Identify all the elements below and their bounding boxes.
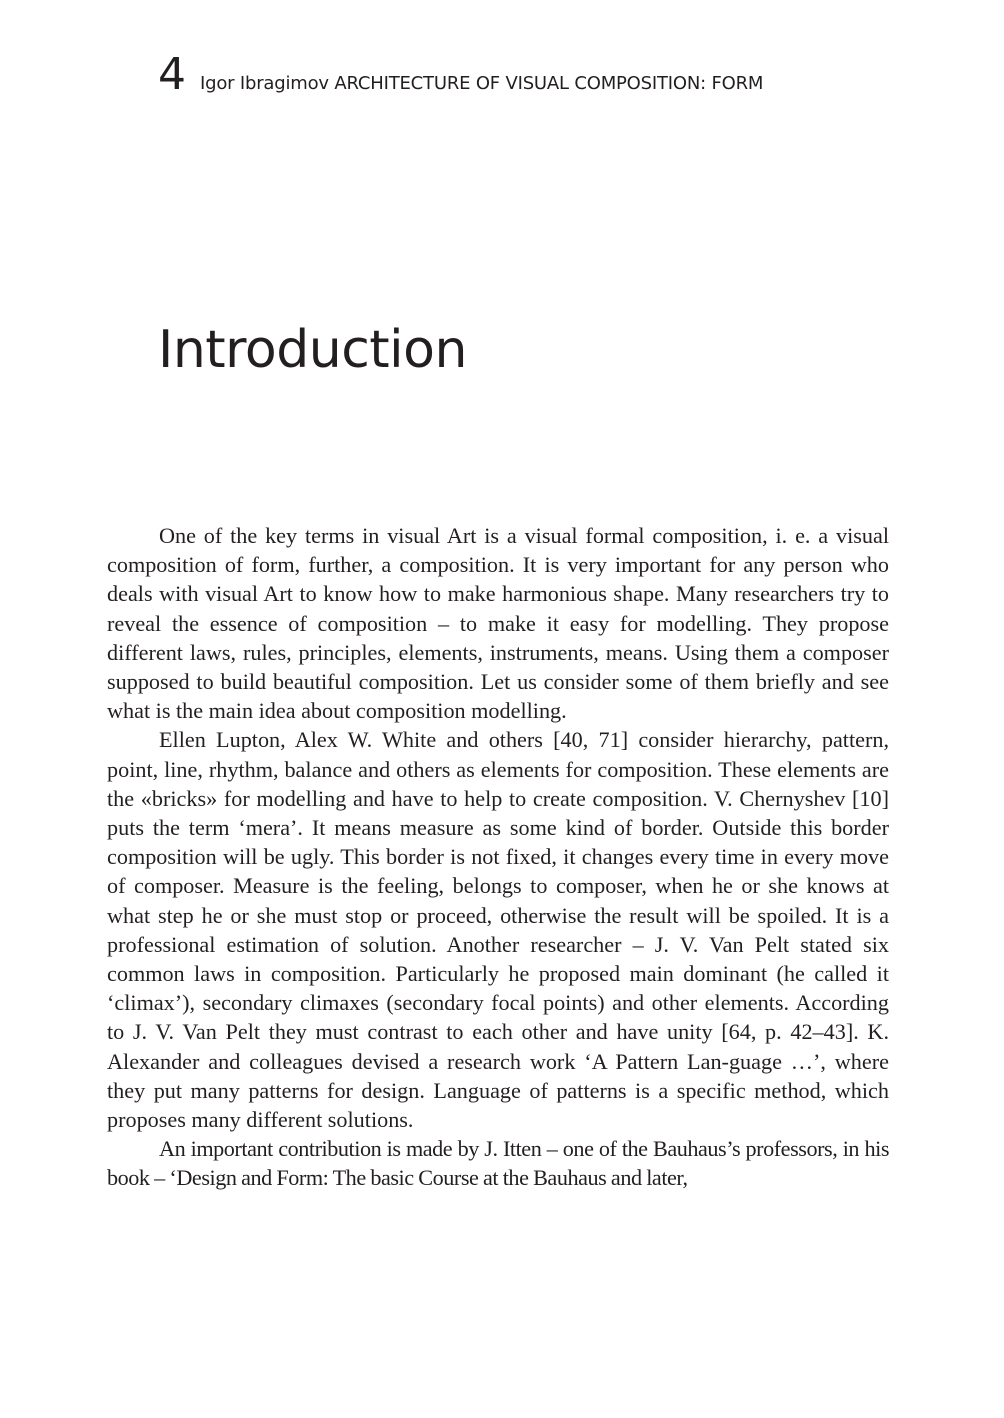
page-number: 4 (158, 49, 186, 100)
paragraph-2: Ellen Lupton, Alex W. White and others [40, 71] consider hierarchy, pattern, point, line, rhythm, balance and others as elements for composition. These elements are the «bricks» for modelling and have to help to create composition. V. Chernyshev [10] puts the term ‘mera’. It means measure as some kind of border. Outside this border composition will be ugly. This border is not fixed, it changes every time in every move of composer. Measure is the feeling, belongs to composer, when he or she knows at what step he or she must stop or proceed, otherwise the result will be spoiled. It is a professional estimation of solution. Another researcher – J. V. Van Pelt stated six common laws in composition. Particularly he proposed main dominant (he called it ‘climax’), secondary climaxes (secondary focal points) and other elements. According to J. V. Van Pelt they must contrast to each other and have unity [64, p. 42–43]. K. Alexander and colleagues devised a research work ‘A Pattern Lan-guage …’, where they put many patterns for design. Language of patterns is a specific method, which proposes many different solutions. (107, 727, 889, 1133)
paragraph-1: One of the key terms in visual Art is a visual formal composition, i. e. a visual composition of form, further, a composition. It is very important for any person who deals with visual Art to know how to make harmonious shape. Many researchers try to reveal the essence of composition – to make it easy for modelling. They propose different laws, rules, principles, elements, instruments, means. Using them a composer supposed to build beautiful composition. Let us consider some of them briefly and see what is the main idea about composition modelling. (107, 523, 889, 724)
running-title: Igor Ibragimov ARCHITECTURE OF VISUAL COMPOSITION: FORM (200, 73, 764, 94)
chapter-title: Introduction (158, 320, 467, 380)
body-text (107, 521, 889, 1193)
paragraph-3: An important contribution is made by J. Itten – one of the Bauhaus’s professors, in his book – ‘Design and Form: The basic Course at the Bauhaus and later, (107, 1136, 889, 1191)
running-header (158, 50, 763, 100)
